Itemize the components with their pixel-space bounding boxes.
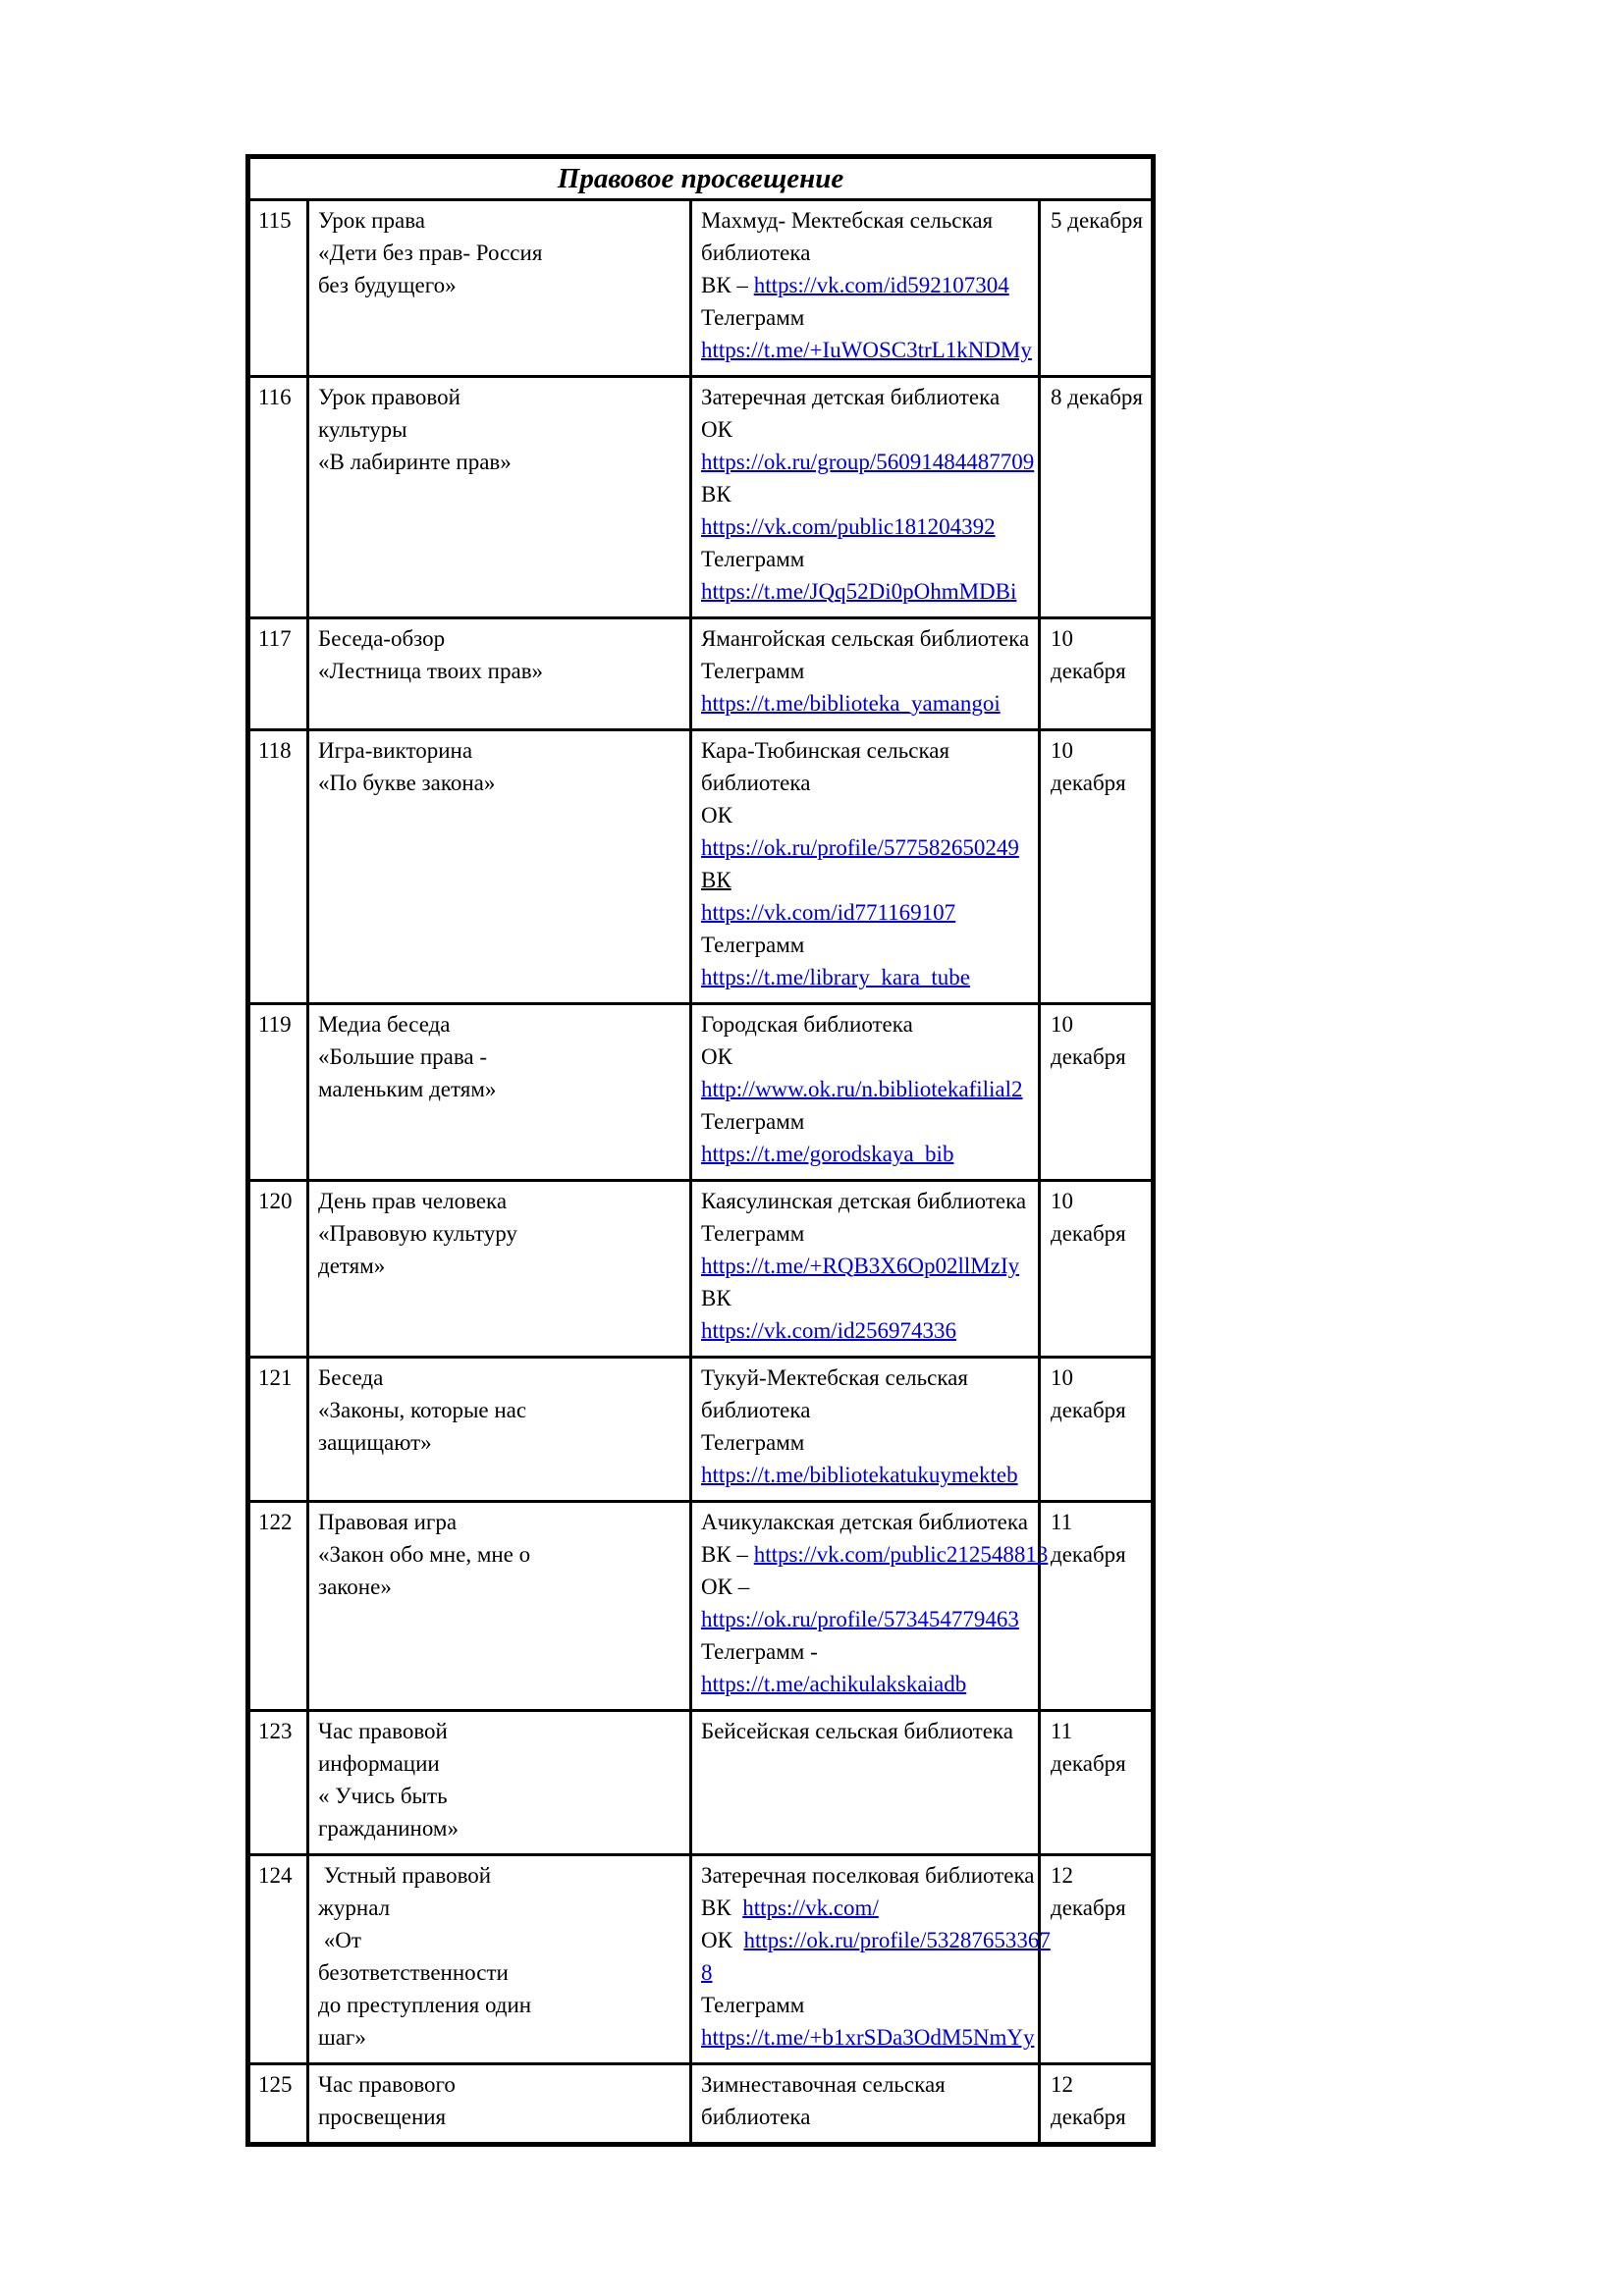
table-row xyxy=(248,618,1154,730)
library-cell xyxy=(691,1711,1040,1855)
library-link[interactable]: https://t.me/achikulakskaiadb xyxy=(701,1672,967,1696)
library-line xyxy=(701,334,1032,366)
library-line xyxy=(701,961,1032,993)
event-name-cell xyxy=(308,1181,691,1358)
library-line xyxy=(701,622,1032,655)
event-name-cell xyxy=(308,730,691,1004)
library-line xyxy=(701,896,1032,929)
library-link[interactable]: https://t.me/gorodskaya_bib xyxy=(701,1142,954,1166)
library-line xyxy=(701,734,1032,767)
event-line: до преступления один xyxy=(318,1993,532,2017)
event-line: информации xyxy=(318,1751,440,1776)
library-cell xyxy=(691,1181,1040,1358)
library-text: Телеграмм xyxy=(701,547,805,571)
library-link[interactable]: https://ok.ru/group/56091484487709 xyxy=(701,450,1035,474)
event-name-cell xyxy=(308,1855,691,2064)
library-line xyxy=(701,1138,1032,1170)
library-link[interactable]: https://t.me/biblioteka_yamangoi xyxy=(701,691,1001,716)
library-line xyxy=(701,1892,1032,1924)
library-link[interactable]: https://t.me/+IuWOSC3trL1kNDMy xyxy=(701,338,1032,362)
library-text: ОК xyxy=(701,803,732,828)
event-line: Медиа беседа xyxy=(318,1012,451,1037)
library-line xyxy=(701,237,1032,269)
library-link[interactable]: 8 xyxy=(701,1960,713,1985)
library-line xyxy=(701,1571,1032,1603)
event-line: Игра-викторина xyxy=(318,738,473,763)
library-text: Ачикулакская детская библиотека xyxy=(701,1510,1028,1534)
library-text: Телеграмм xyxy=(701,305,805,330)
event-line: Час правового xyxy=(318,2072,456,2097)
event-name-cell xyxy=(308,2064,691,2145)
table-row xyxy=(248,1502,1154,1711)
row-number-cell: 125 xyxy=(248,2064,308,2145)
row-number-cell: 119 xyxy=(248,1004,308,1181)
library-link[interactable]: https://vk.com/public181204392 xyxy=(701,514,996,539)
library-text: библиотека xyxy=(701,1398,811,1422)
row-number-cell: 123 xyxy=(248,1711,308,1855)
library-line xyxy=(701,929,1032,961)
library-line xyxy=(701,381,1032,413)
table-row xyxy=(248,1358,1154,1502)
library-cell xyxy=(691,1502,1049,1711)
event-line: Беседа xyxy=(318,1365,384,1390)
library-link[interactable]: https://vk.com/id592107304 xyxy=(753,273,1009,297)
library-line xyxy=(701,269,1032,301)
library-link[interactable]: https://t.me/JQq52Di0pOhmMDBi xyxy=(701,579,1017,604)
event-line: «Лестница твоих прав» xyxy=(318,659,544,683)
event-line: Урок права xyxy=(318,208,425,233)
library-text: Ямангойская сельская библиотека xyxy=(701,626,1030,651)
event-line: «По букве закона» xyxy=(318,771,496,795)
library-link[interactable]: http://www.ok.ru/n.bibliotekafilial2 xyxy=(701,1077,1023,1101)
event-line: культуры xyxy=(318,417,407,442)
library-text: Бейсейская сельская библиотека xyxy=(701,1719,1013,1743)
library-link[interactable]: https://t.me/+RQB3X6Op02llMzIy xyxy=(701,1254,1020,1278)
library-line xyxy=(701,1506,1032,1538)
date-cell: 11 декабря xyxy=(1040,1502,1154,1711)
library-text: Затеречная поселковая библиотека xyxy=(701,1863,1035,1888)
date-cell: 10 декабря xyxy=(1040,618,1154,730)
event-line: Беседа-обзор xyxy=(318,626,446,651)
library-cell xyxy=(691,1004,1040,1181)
library-cell xyxy=(691,1358,1040,1502)
table-row xyxy=(248,1004,1154,1181)
event-line: безответственности xyxy=(318,1960,509,1985)
date-cell: 8 декабря xyxy=(1040,377,1154,618)
library-link[interactable]: https://vk.com/id256974336 xyxy=(701,1318,957,1343)
row-number-cell: 121 xyxy=(248,1358,308,1502)
table-row xyxy=(248,730,1154,1004)
library-text: библиотека xyxy=(701,2105,811,2129)
row-number-cell: 124 xyxy=(248,1855,308,2064)
library-text: ВК xyxy=(701,1286,731,1310)
library-text: Телеграмм xyxy=(701,1109,805,1134)
event-name-cell xyxy=(308,1502,691,1711)
event-line: « Учись быть xyxy=(318,1784,448,1808)
library-text: ВК – xyxy=(701,1542,754,1567)
library-link[interactable]: https://ok.ru/profile/577582650249 xyxy=(701,835,1019,860)
row-number-cell: 115 xyxy=(248,200,308,377)
library-line xyxy=(701,1924,1051,1956)
row-number-cell: 122 xyxy=(248,1502,308,1711)
library-text: ОК – xyxy=(701,1575,750,1599)
event-line: Урок правовой xyxy=(318,385,460,409)
library-line xyxy=(701,864,1032,896)
library-link[interactable]: https://t.me/bibliotekatukuymekteb xyxy=(701,1463,1018,1487)
library-cell xyxy=(691,377,1040,618)
library-text: ВК xyxy=(701,482,731,507)
event-line: «От xyxy=(318,1928,361,1952)
event-name-cell xyxy=(308,1358,691,1502)
row-number-cell: 120 xyxy=(248,1181,308,1358)
library-text: Каясулинская детская библиотека xyxy=(701,1189,1027,1213)
library-text: ОК xyxy=(701,417,732,442)
table-title-row xyxy=(248,157,1154,200)
library-cell xyxy=(691,2064,1040,2145)
library-text: Телеграмм xyxy=(701,1430,805,1455)
event-name-cell xyxy=(308,1711,691,1855)
event-name-cell xyxy=(308,1004,691,1181)
library-text: Телеграмм xyxy=(701,1221,805,1246)
event-line: Устный правовой xyxy=(318,1863,492,1888)
library-line xyxy=(701,1105,1032,1138)
library-line xyxy=(701,575,1032,608)
library-line xyxy=(701,1603,1032,1635)
library-line xyxy=(701,1635,1032,1668)
event-line: Правовая игра xyxy=(318,1510,458,1534)
events-table xyxy=(245,154,1156,2147)
library-text: Телеграмм xyxy=(701,1993,805,2017)
date-cell: 10 декабря xyxy=(1040,1004,1154,1181)
event-line: детям» xyxy=(318,1254,386,1278)
library-text: ОК xyxy=(701,1044,732,1069)
library-link[interactable]: https://vk.com/public212548813 xyxy=(753,1542,1049,1567)
table-row xyxy=(248,200,1154,377)
event-line: законе» xyxy=(318,1575,392,1599)
library-line xyxy=(701,831,1032,864)
library-text: ОК xyxy=(701,1928,744,1952)
library-text: Затеречная детская библиотека xyxy=(701,385,1001,409)
library-line xyxy=(701,1859,1035,1892)
library-line xyxy=(701,1459,1032,1491)
library-line xyxy=(701,1185,1032,1217)
event-line: журнал xyxy=(318,1896,391,1920)
library-line xyxy=(701,1956,1032,1989)
event-line: «Закон обо мне, мне о xyxy=(318,1542,531,1567)
library-link[interactable]: https://ok.ru/profile/53287653367 xyxy=(743,1928,1051,1952)
library-line xyxy=(701,767,1032,799)
library-line xyxy=(701,204,1032,237)
library-line xyxy=(701,1538,1049,1571)
event-line: без будущего» xyxy=(318,273,457,297)
event-line: защищают» xyxy=(318,1430,432,1455)
library-cell xyxy=(691,200,1040,377)
library-line xyxy=(701,1073,1032,1105)
event-line: гражданином» xyxy=(318,1816,459,1841)
event-name-cell xyxy=(308,618,691,730)
date-cell: 12 декабря xyxy=(1040,2064,1154,2145)
library-line xyxy=(701,1250,1032,1282)
library-text: Махмуд- Мектебская сельская xyxy=(701,208,994,233)
library-text: ВК – xyxy=(701,273,754,297)
row-number-cell: 118 xyxy=(248,730,308,1004)
library-line xyxy=(701,543,1032,575)
library-text: библиотека xyxy=(701,771,811,795)
event-line: «Дети без прав- Россия xyxy=(318,240,543,265)
library-link[interactable]: https://t.me/+b1xrSDa3OdM5NmYy xyxy=(701,2025,1035,2050)
library-line xyxy=(701,655,1032,687)
library-line xyxy=(701,1362,1032,1394)
event-line: Час правовой xyxy=(318,1719,448,1743)
event-line: «Законы, которые нас xyxy=(318,1398,527,1422)
table-title: Правовое просвещение xyxy=(248,157,1154,200)
library-line xyxy=(701,301,1032,334)
library-text: ВК xyxy=(701,1896,743,1920)
library-line xyxy=(701,1314,1032,1347)
library-line xyxy=(701,2101,1032,2133)
table-row xyxy=(248,377,1154,618)
library-line xyxy=(701,1217,1032,1250)
library-line xyxy=(701,1989,1032,2021)
library-link[interactable]: https://ok.ru/profile/573454779463 xyxy=(701,1607,1019,1631)
event-line: шаг» xyxy=(318,2025,366,2050)
event-line: «Правовую культуру xyxy=(318,1221,517,1246)
library-line xyxy=(701,687,1032,720)
event-line: День прав человека xyxy=(318,1189,508,1213)
library-cell xyxy=(691,618,1040,730)
library-line xyxy=(701,1668,1032,1700)
library-line xyxy=(701,2021,1035,2054)
library-text: Телеграмм - xyxy=(701,1639,818,1664)
library-line xyxy=(701,1008,1032,1041)
library-text: библиотека xyxy=(701,240,811,265)
library-link[interactable]: https://t.me/library_kara_tube xyxy=(701,965,971,989)
table-row xyxy=(248,1181,1154,1358)
library-text: Телеграмм xyxy=(701,659,805,683)
date-cell: 10 декабря xyxy=(1040,1358,1154,1502)
library-line xyxy=(701,1715,1032,1747)
library-link[interactable]: https://vk.com/id771169107 xyxy=(701,900,956,925)
library-line xyxy=(701,1394,1032,1426)
table-row xyxy=(248,1855,1154,2064)
event-line: «Большие права - xyxy=(318,1044,488,1069)
library-link[interactable]: https://vk.com/ xyxy=(742,1896,879,1920)
library-cell xyxy=(691,1855,1051,2064)
event-line: «В лабиринте прав» xyxy=(318,450,512,474)
date-cell: 5 декабря xyxy=(1040,200,1154,377)
library-line xyxy=(701,510,1032,543)
library-line xyxy=(701,1282,1032,1314)
date-cell: 10 декабря xyxy=(1040,730,1154,1004)
library-text: Телеграмм xyxy=(701,933,805,957)
library-text: Кара-Тюбинская сельская xyxy=(701,738,950,763)
event-name-cell xyxy=(308,200,691,377)
library-line xyxy=(701,446,1035,478)
library-line xyxy=(701,799,1032,831)
event-name-cell xyxy=(308,377,691,618)
library-text: Зимнеставочная сельская xyxy=(701,2072,946,2097)
library-cell xyxy=(691,730,1040,1004)
table-row xyxy=(248,2064,1154,2145)
library-text: Городская библиотека xyxy=(701,1012,913,1037)
row-number-cell: 117 xyxy=(248,618,308,730)
event-line: маленьким детям» xyxy=(318,1077,497,1101)
date-cell: 10 декабря xyxy=(1040,1181,1154,1358)
library-line xyxy=(701,1041,1032,1073)
library-underlined-text: ВК xyxy=(701,868,731,892)
table-row xyxy=(248,1711,1154,1855)
library-line xyxy=(701,1426,1032,1459)
library-text: Тукуй-Мектебская сельская xyxy=(701,1365,968,1390)
library-line xyxy=(701,2068,1032,2101)
date-cell: 12 декабря xyxy=(1040,1855,1154,2064)
event-line: просвещения xyxy=(318,2105,447,2129)
library-line xyxy=(701,413,1032,446)
row-number-cell: 116 xyxy=(248,377,308,618)
library-line xyxy=(701,478,1032,510)
date-cell: 11 декабря xyxy=(1040,1711,1154,1855)
